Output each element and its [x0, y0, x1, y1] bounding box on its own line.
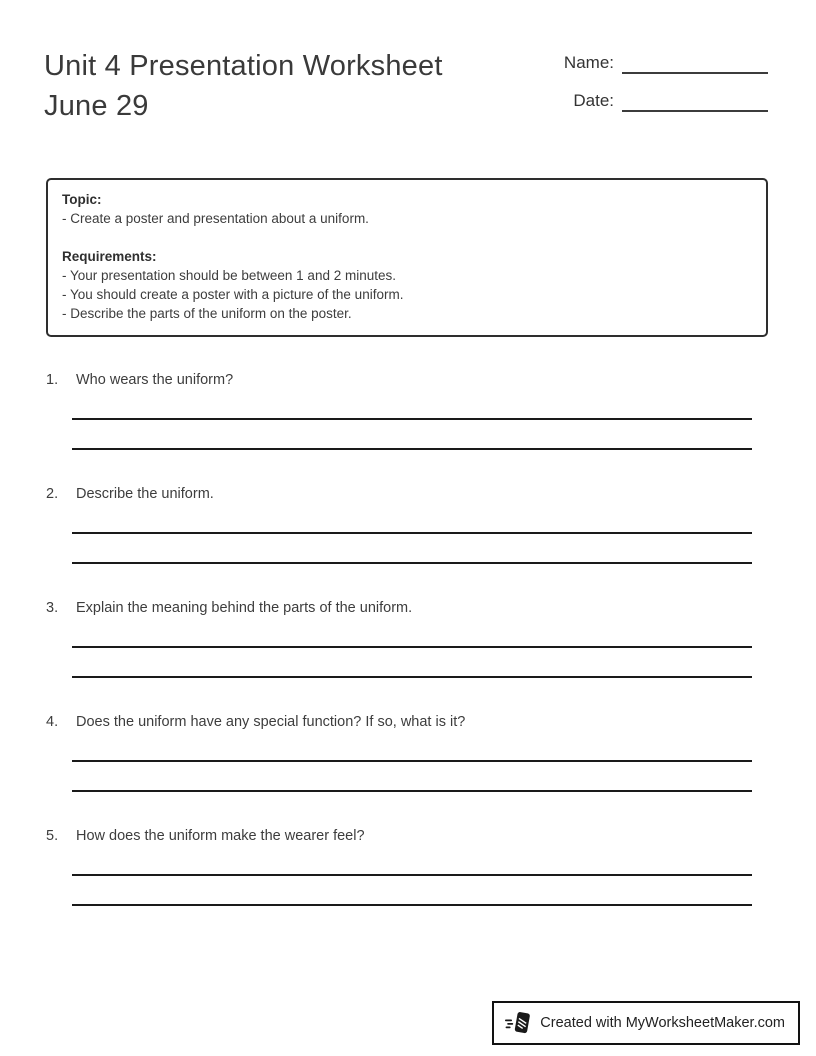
date-label: Date:	[573, 91, 614, 110]
topic-box	[46, 178, 768, 337]
footer-credit-text[interactable]: Created with MyWorksheetMaker.com	[540, 1015, 785, 1031]
question-text: Does the uniform have any special function? If so, what is it?	[76, 714, 466, 730]
question-number: 2.	[46, 486, 59, 502]
question-row	[46, 712, 768, 732]
header	[0, 0, 816, 128]
date-field-row	[556, 90, 768, 112]
question-number: 5.	[46, 828, 59, 844]
question-item-2	[46, 484, 768, 564]
footer-credit-box	[492, 1001, 800, 1045]
question-row	[46, 484, 768, 504]
question-row	[46, 826, 768, 846]
questions-section	[46, 370, 768, 906]
question-number: 1.	[46, 372, 59, 388]
name-blank-line	[622, 54, 768, 74]
name-date-fields	[556, 46, 768, 128]
question-text: Explain the meaning behind the parts of the uniform.	[76, 600, 413, 616]
myworksheetmaker-logo-icon	[505, 1010, 531, 1036]
answer-line	[72, 418, 752, 420]
answer-line	[72, 904, 752, 906]
answer-line	[72, 448, 752, 450]
name-label: Name:	[563, 53, 614, 72]
question-item-3	[46, 598, 768, 678]
answer-line	[72, 874, 752, 876]
answer-line	[72, 790, 752, 792]
name-field-row	[556, 52, 768, 74]
answer-line	[72, 760, 752, 762]
question-number: 3.	[46, 600, 59, 616]
answer-line	[72, 676, 752, 678]
question-number: 4.	[46, 714, 59, 730]
answer-line	[72, 532, 752, 534]
question-text: Describe the uniform.	[76, 486, 214, 502]
question-item-4	[46, 712, 768, 792]
answer-line	[72, 562, 752, 564]
requirement-item: - You should create a poster with a picture of the uniform.	[62, 287, 404, 302]
title-line-1: Unit 4 Presentation Worksheet	[44, 50, 443, 82]
requirement-item: - Describe the parts of the uniform on the poster.	[62, 306, 352, 321]
date-blank-line	[622, 92, 768, 112]
question-row	[46, 370, 768, 390]
question-row	[46, 598, 768, 618]
topic-item: - Create a poster and presentation about a uniform.	[62, 211, 369, 226]
question-item-1	[46, 370, 768, 450]
requirement-item: - Your presentation should be between 1 and 2 minutes.	[62, 268, 396, 283]
question-text: How does the uniform make the wearer feel?	[76, 828, 365, 844]
requirements-label: Requirements:	[62, 249, 157, 264]
question-text: Who wears the uniform?	[76, 372, 234, 388]
title-line-2: June 29	[44, 90, 149, 122]
topic-label: Topic:	[62, 192, 102, 207]
page-title	[44, 46, 443, 128]
question-item-5	[46, 826, 768, 906]
answer-line	[72, 646, 752, 648]
